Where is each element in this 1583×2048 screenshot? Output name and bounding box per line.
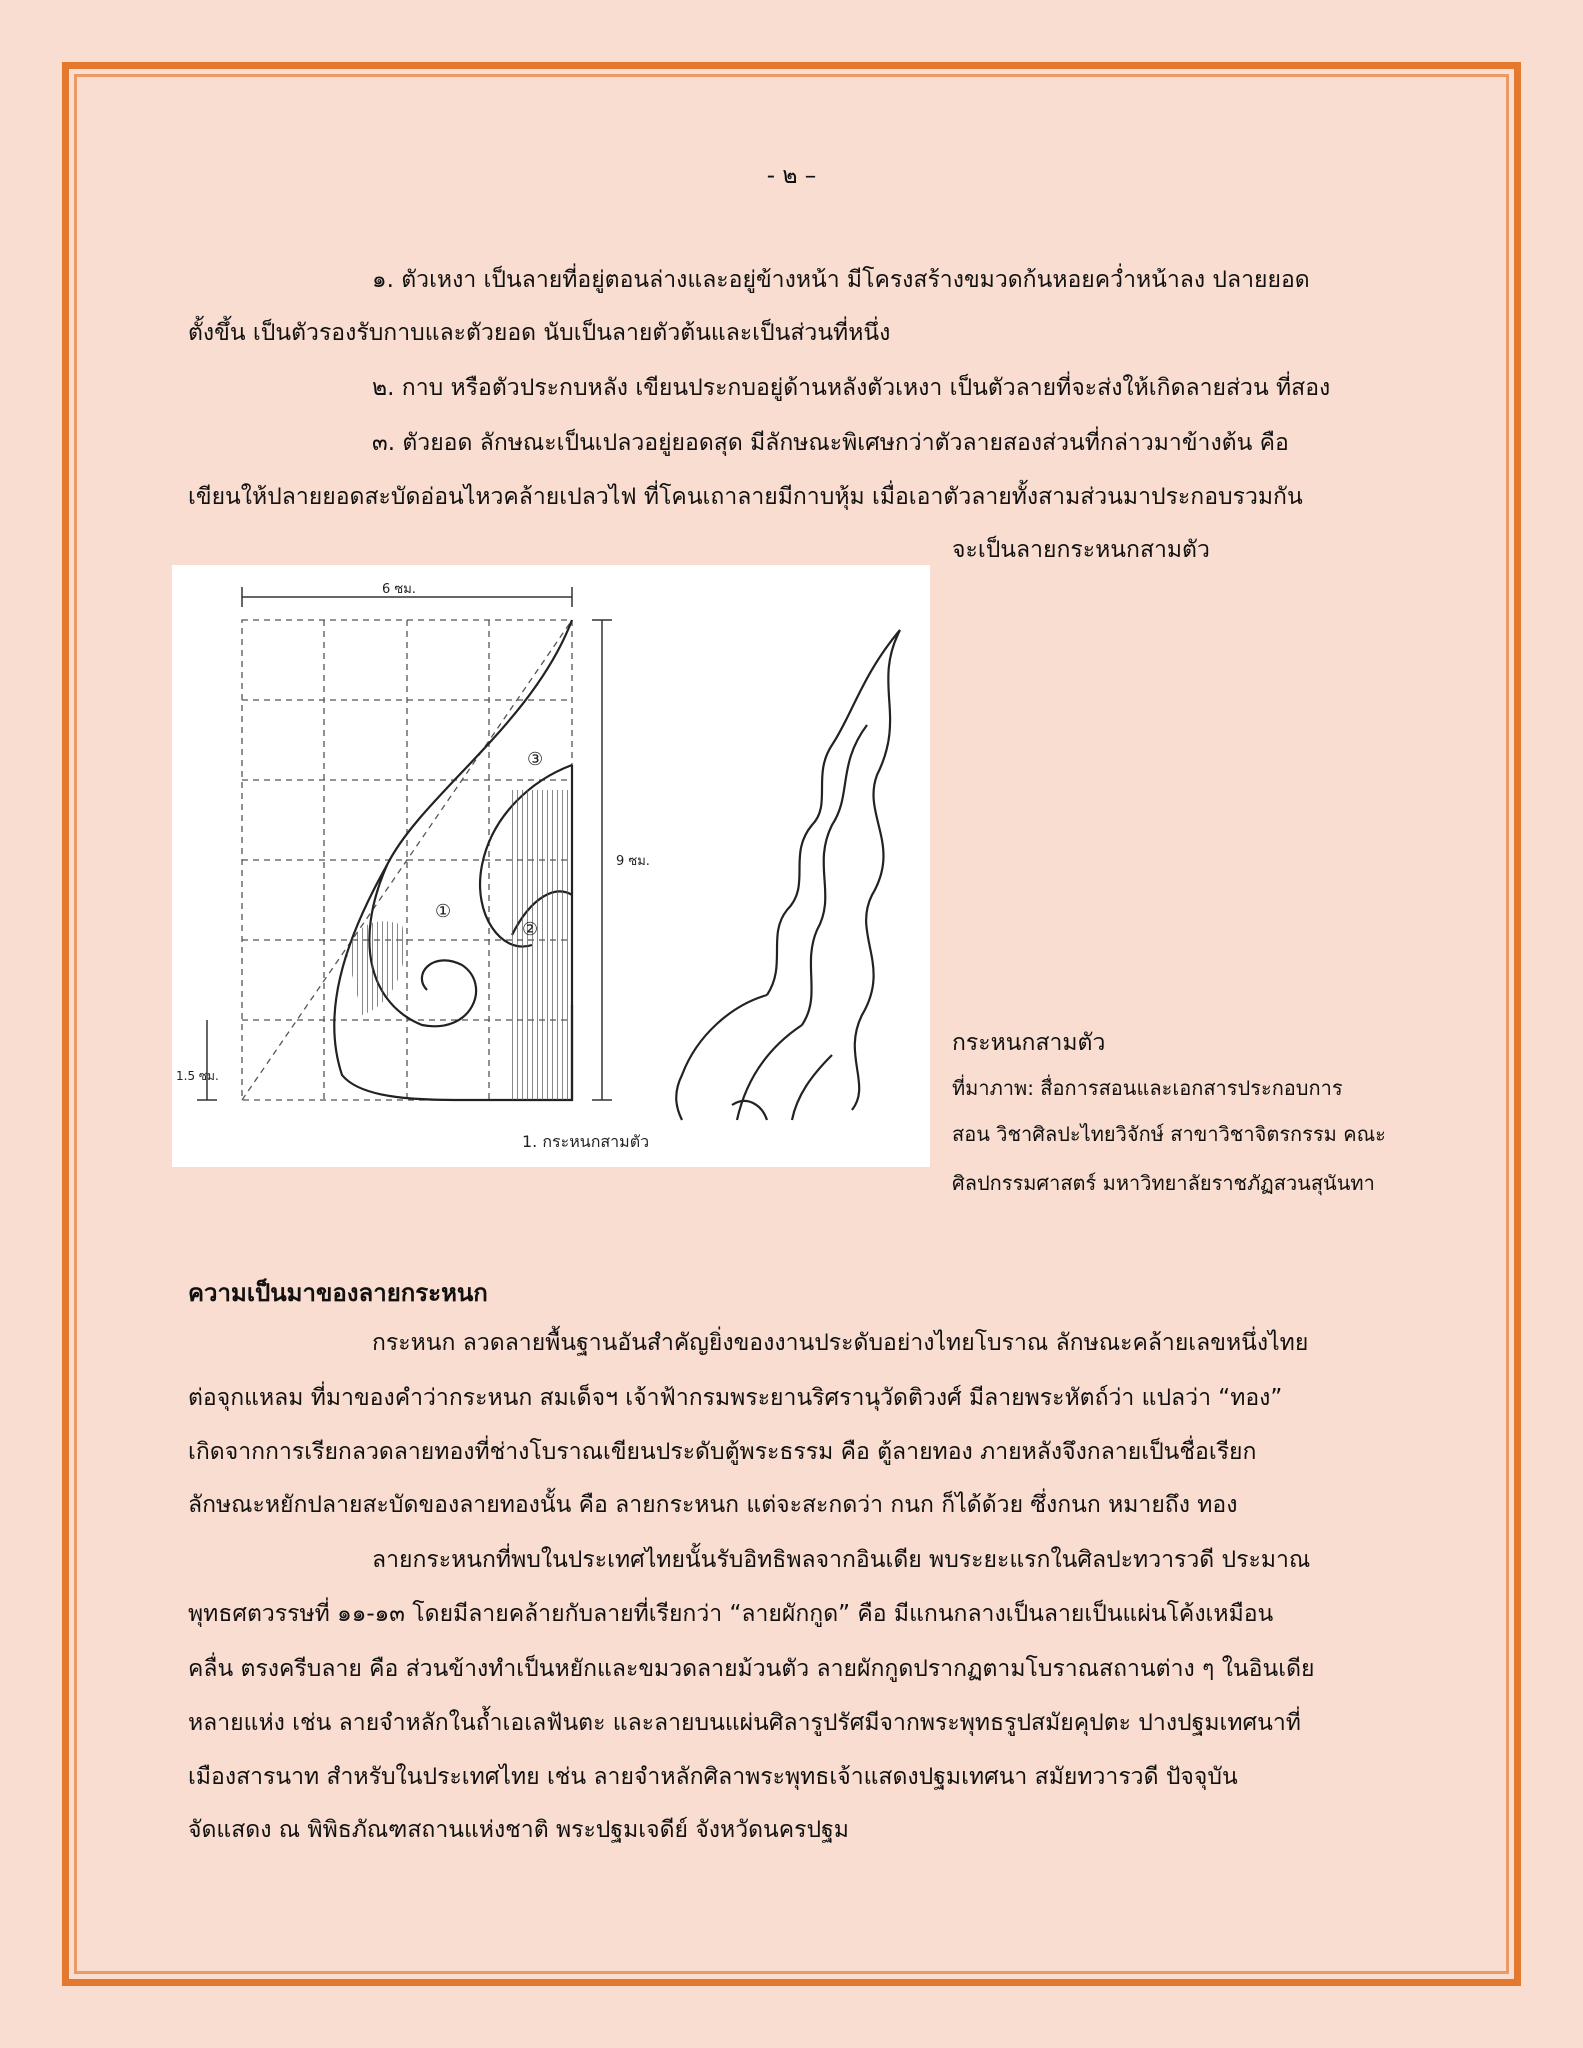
hatched-area-left	[347, 921, 405, 1015]
kranok-flame	[676, 630, 900, 1120]
hatched-area-right	[512, 790, 572, 1100]
kranok-figure	[172, 565, 930, 1167]
caption-title: กระหนกสามตัว	[952, 1030, 1106, 1056]
section-p2-line-5: เมืองสารนาท สำหรับในประเทศไทย เช่น ลายจำหลักศิลาพระพุทธเจ้าแสดงปฐมเทศนา สมัยทวารวดี ปัจจุบัน	[188, 1764, 1238, 1790]
mark-3: ③	[527, 749, 544, 770]
section-p1-line-3: เกิดจากการเรียกลวดลายทองที่ช่างโบราณเขียนประดับตู้พระธรรม คือ ตู้ลายทอง ภายหลังจึงกลายเป็นชื่อเรียก	[188, 1439, 1257, 1465]
section-p2-line-1: ลายกระหนกที่พบในประเทศไทยนั้นรับอิทธิพลจากอินเดีย พบระยะแรกในศิลปะทวารวดี ประมาณ	[372, 1547, 1311, 1573]
label-bottom: 1. กระหนกสามตัว	[522, 1132, 650, 1151]
caption-line-3: ศิลปกรรมศาสตร์ มหาวิทยาลัยราชภัฏสวนสุนันทา	[952, 1171, 1375, 1195]
paragraph-1-line-1: ๑. ตัวเหงา เป็นลายที่อยู่ตอนล่างและอยู่ข้างหน้า มีโครงสร้างขมวดก้นหอยคว่ำหน้าลง ปลายยอด	[372, 267, 1310, 293]
paragraph-3-line-1: ๓. ตัวยอด ลักษณะเป็นเปลวอยู่ยอดสุด มีลักษณะพิเศษกว่าตัวลายสองส่วนที่กล่าวมาข้างต้น คือ	[372, 430, 1289, 456]
section-p2-line-3: คลื่น ตรงครีบลาย คือ ส่วนข้างทำเป็นหยักและขมวดลายม้วนตัว ลายผักกูดปรากฏตามโบราณสถานต่าง ๆ ในอินเดีย	[188, 1656, 1315, 1682]
paragraph-2-line-1: ๒. กาบ หรือตัวประกบหลัง เขียนประกบอยู่ด้านหลังตัวเหงา เป็นตัวลายที่จะส่งให้เกิดลายส่วน ที่สอง	[372, 375, 1331, 401]
kranok-drawing	[172, 565, 930, 1167]
section-p1-line-2: ต่อจุกแหลม ที่มาของคำว่ากระหนก สมเด็จฯ เจ้าฟ้ากรมพระยานริศรานุวัดติวงศ์ มีลายพระหัตถ์ว่า แปลว่า “ทอง”	[188, 1385, 1283, 1411]
caption-line-1: ที่มาภาพ: สื่อการสอนและเอกสารประกอบการ	[952, 1076, 1343, 1100]
paragraph-1-line-2: ตั้งขึ้น เป็นตัวรองรับกาบและตัวยอด นับเป็นลายตัวต้นและเป็นส่วนที่หนึ่ง	[188, 320, 891, 346]
section-p1-line-1: กระหนก ลวดลายพื้นฐานอันสำคัญยิ่งของงานประดับอย่างไทยโบราณ ลักษณะคล้ายเลขหนึ่งไทย	[372, 1330, 1309, 1356]
paragraph-3-line-2: เขียนให้ปลายยอดสะบัดอ่อนไหวคล้ายเปลวไฟ ที่โคนเถาลายมีกาบหุ้ม เมื่อเอาตัวลายทั้งสามส่วนมาประกอบรวมกัน	[188, 484, 1303, 510]
caption-line-2: สอน วิชาศิลปะไทยวิจักษ์ สาขาวิชาจิตรกรรม คณะ	[952, 1122, 1386, 1146]
mark-1: ①	[435, 901, 452, 922]
page-number: - ๒ –	[766, 163, 817, 189]
mark-2: ②	[522, 919, 539, 940]
section-p2-line-2: พุทธศตวรรษที่ ๑๑-๑๓ โดยมีลายคล้ายกับลายที่เรียกว่า “ลายผักกูด” คือ มีแกนกลางเป็นลายเป็นแผ่นโค้งเหมือน	[188, 1601, 1274, 1627]
paragraph-3-line-3: จะเป็นลายกระหนกสามตัว	[952, 537, 1210, 563]
label-height: 9 ซม.	[616, 854, 650, 869]
label-width: 6 ซม.	[382, 582, 416, 597]
label-small: 1.5 ซม.	[176, 1069, 219, 1083]
section-heading: ความเป็นมาของลายกระหนก	[188, 1279, 488, 1307]
section-p1-line-4: ลักษณะหยักปลายสะบัดของลายทองนั้น คือ ลายกระหนก แต่จะสะกดว่า กนก ก็ได้ด้วย ซึ่งกนก หมายถึง ทอง	[188, 1492, 1238, 1518]
section-p2-line-4: หลายแห่ง เช่น ลายจำหลักในถ้ำเอเลฟันตะ และลายบนแผ่นศิลารูปรัศมีจากพระพุทธรูปสมัยคุปตะ ปางปฐมเทศนาที่	[188, 1710, 1301, 1736]
section-p2-line-6: จัดแสดง ณ พิพิธภัณฑสถานแห่งชาติ พระปฐมเจดีย์ จังหวัดนครปฐม	[188, 1817, 849, 1843]
